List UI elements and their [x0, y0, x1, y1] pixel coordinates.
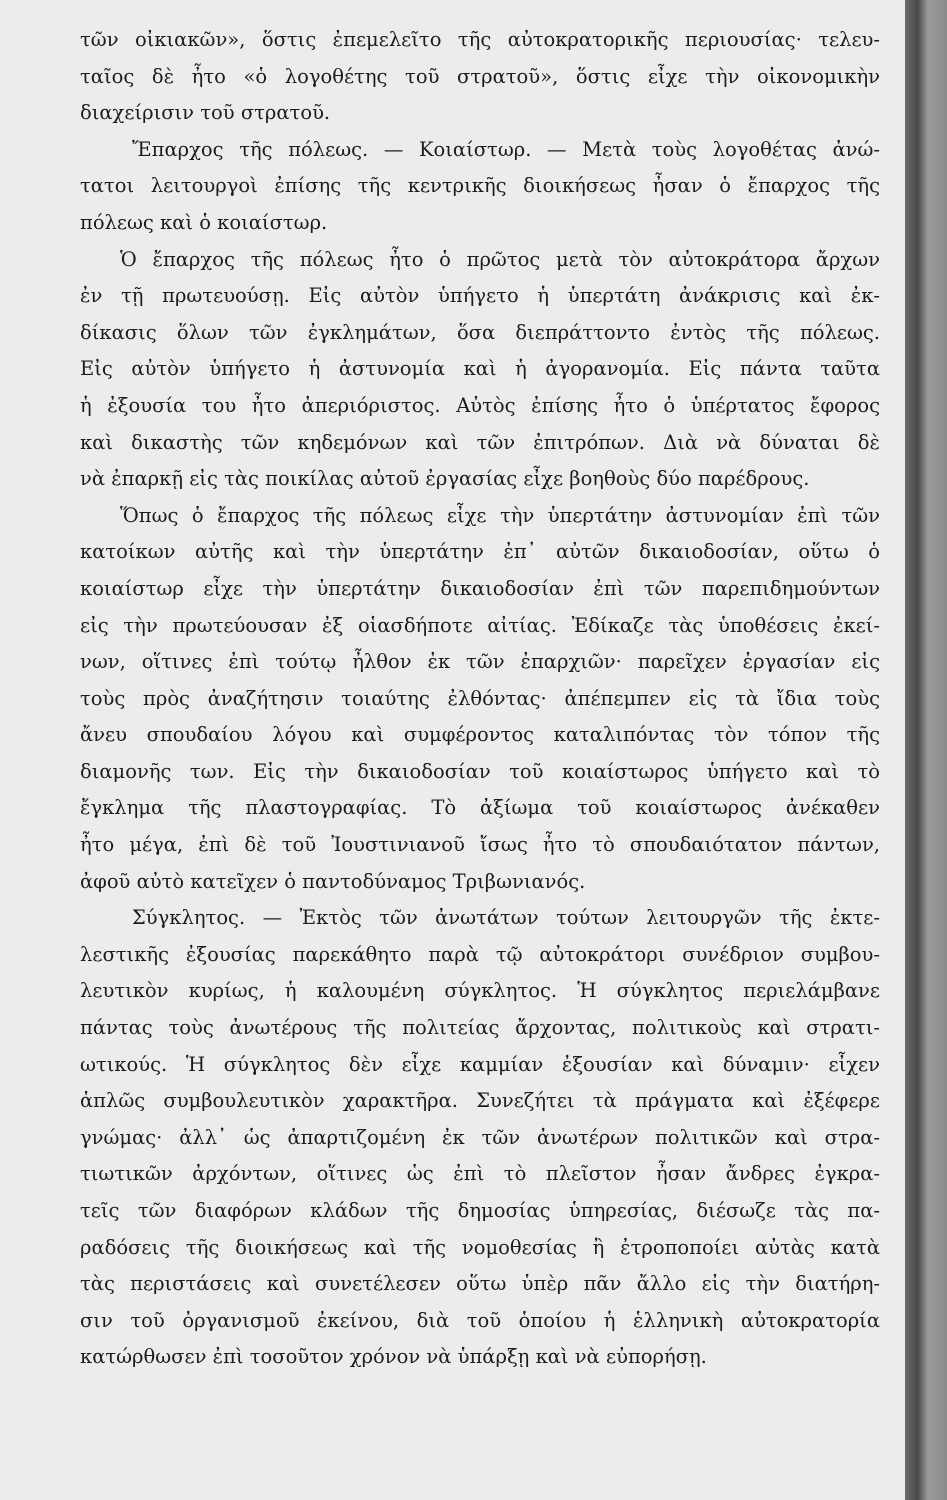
text-line: ἁπλῶς συμβουλευτικὸν χαρακτῆρα. Συνεζήτει τὰ πράγματα καὶ ἐξέφερε [80, 1089, 880, 1113]
text-line: λεστικῆς ἐξουσίας παρεκάθητο παρὰ τῷ αὐτοκράτορι συνέδριον συμβου- [80, 942, 880, 966]
text-line: τιωτικῶν ἀρχόντων, οἵτινες ὡς ἐπὶ τὸ πλεῖστον ἦσαν ἄνδρες ἐγκρα- [80, 1162, 880, 1186]
text-line: κατοίκων αὐτῆς καὶ τὴν ὑπερτάτην ἐπ᾽ αὐτῶν δικαιοδοσίαν, οὕτω ὁ [80, 540, 880, 564]
text-line: Ὁ ἔπαρχος τῆς πόλεως ἦτο ὁ πρῶτος μετὰ τὸν αὐτοκράτορα ἄρχων [120, 247, 880, 271]
text-line: ἐν τῇ πρωτευούσῃ. Εἰς αὐτὸν ὑπήγετο ἡ ὑπερτάτη ἀνάκρισις καὶ ἐκ- [80, 284, 880, 308]
text-line: ἀφοῦ αὐτὸ κατεῖχεν ὁ παντοδύναμος Τριβωνιανός. [80, 869, 586, 893]
text-line: ἄνευ σπουδαίου λόγου καὶ συμφέροντος καταλιπόντας τὸν τόπον τῆς [80, 723, 880, 747]
text-line: τῶν οἰκιακῶν», ὅστις ἐπεμελεῖτο τῆς αὐτοκρατορικῆς περιουσίας· τελευ- [80, 28, 880, 51]
text-line: ἡ ἐξουσία του ἦτο ἀπεριόριστος. Αὐτὸς ἐπίσης ἦτο ὁ ὑπέρτατος ἔφορος [80, 393, 880, 417]
text-line: γνώμας· ἀλλ᾽ ὡς ἀπαρτιζομένη ἐκ τῶν ἀνωτέρων πολιτικῶν καὶ στρα- [80, 1125, 880, 1149]
text-line: ἔγκλημα τῆς πλαστογραφίας. Τὸ ἀξίωμα τοῦ κοιαίστωρος ἀνέκαθεν [80, 796, 880, 820]
text-line: λευτικὸν κυρίως, ἡ καλουμένη σύγκλητος. Ἡ σύγκλητος περιελάμβανε [80, 979, 880, 1003]
book-binding-edge [905, 0, 947, 1500]
text-line: Εἰς αὐτὸν ὑπήγετο ἡ ἀστυνομία καὶ ἡ ἀγορανομία. Εἰς πάντα ταῦτα [80, 357, 880, 381]
text-line: πόλεως καὶ ὁ κοιαίστωρ. [80, 210, 328, 234]
text-line: Σύγκλητος. — Ἐκτὸς τῶν ἀνωτάτων τούτων λειτουργῶν τῆς ἐκτε- [132, 906, 880, 930]
text-line: τὰς περιστάσεις καὶ συνετέλεσεν οὕτω ὑπὲρ πᾶν ἄλλο εἰς τὴν διατήρη- [80, 1272, 880, 1296]
text-line: καὶ δικαστὴς τῶν κηδεμόνων καὶ τῶν ἐπιτρόπων. Διὰ νὰ δύναται δὲ [80, 430, 880, 454]
text-line: σιν τοῦ ὀργανισμοῦ ἐκείνου, διὰ τοῦ ὁποίου ἡ ἑλληνικὴ αὐτοκρατορία [80, 1308, 880, 1332]
text-line: τατοι λειτουργοὶ ἐπίσης τῆς κεντρικῆς διοικήσεως ἦσαν ὁ ἔπαρχος τῆς [80, 174, 880, 198]
text-line: ραδόσεις τῆς διοικήσεως καὶ τῆς νομοθεσίας ἢ ἐτροποποίει αὐτὰς κατὰ [80, 1235, 880, 1259]
text-line: Ὅπως ὁ ἔπαρχος τῆς πόλεως εἶχε τὴν ὑπερτάτην ἀστυνομίαν ἐπὶ τῶν [120, 503, 880, 527]
text-line: εἰς τὴν πρωτεύουσαν ἐξ οἱασδήποτε αἰτίας. Ἐδίκαζε τὰς ὑποθέσεις ἐκεί- [80, 613, 880, 637]
text-line: δίκασις ὅλων τῶν ἐγκλημάτων, ὅσα διεπράττοντο ἐντὸς τῆς πόλεως. [80, 320, 880, 344]
body-text [80, 22, 880, 1376]
text-line: κοιαίστωρ εἶχε τὴν ὑπερτάτην δικαιοδοσίαν ἐπὶ τῶν παρεπιδημούντων [80, 576, 880, 600]
text-line: ταῖος δὲ ἦτο «ὁ λογοθέτης τοῦ στρατοῦ», ὅστις εἶχε τὴν οἰκονομικὴν [80, 64, 880, 88]
text-line: πάντας τοὺς ἀνωτέρους τῆς πολιτείας ἄρχοντας, πολιτικοὺς καὶ στρατι- [80, 1016, 880, 1040]
text-line: διαμονῆς των. Εἰς τὴν δικαιοδοσίαν τοῦ κοιαίστωρος ὑπήγετο καὶ τὸ [80, 759, 880, 783]
text-line: ἦτο μέγα, ἐπὶ δὲ τοῦ Ἰουστινιανοῦ ἴσως ἦτο τὸ σπουδαιότατον πάντων, [80, 833, 880, 857]
text-line: κατώρθωσεν ἐπὶ τοσοῦτον χρόνον νὰ ὑπάρξῃ καὶ νὰ εὐπορήσῃ. [80, 1345, 707, 1369]
text-line: διαχείρισιν τοῦ στρατοῦ. [80, 101, 331, 125]
text-line: νων, οἵτινες ἐπὶ τούτῳ ἦλθον ἐκ τῶν ἐπαρχιῶν· παρεῖχεν ἐργασίαν εἰς [80, 650, 880, 674]
text-line: Ἔπαρχος τῆς πόλεως. — Κοιαίστωρ. — Μετὰ τοὺς λογοθέτας ἀνώ- [132, 137, 880, 161]
text-line: νὰ ἐπαρκῇ εἰς τὰς ποικίλας αὐτοῦ ἐργασίας εἶχε βοηθοὺς δύο παρέδρους. [80, 467, 810, 491]
text-line: ωτικούς. Ἡ σύγκλητος δὲν εἶχε καμμίαν ἐξουσίαν καὶ δύναμιν· εἶχεν [80, 1052, 880, 1076]
text-line: τεῖς τῶν διαφόρων κλάδων τῆς δημοσίας ὑπηρεσίας, διέσωζε τὰς πα- [80, 1199, 880, 1222]
text-line: τοὺς πρὸς ἀναζήτησιν τοιαύτης ἐλθόντας· ἀπέπεμπεν εἰς τὰ ἴδια τοὺς [80, 686, 880, 710]
